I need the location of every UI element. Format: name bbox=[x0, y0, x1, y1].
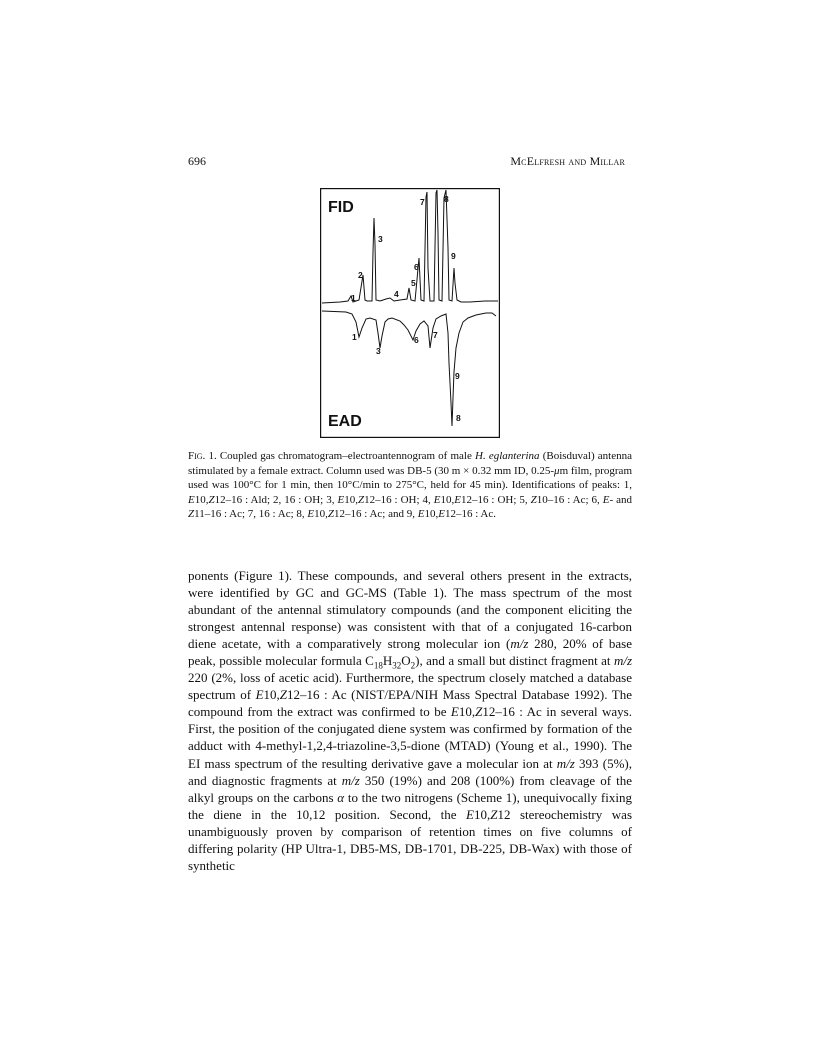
page-number: 696 bbox=[188, 154, 206, 168]
fid-peak-label: 2 bbox=[358, 270, 363, 280]
fid-peak-label: 4 bbox=[394, 289, 399, 299]
figure-caption: Fig. 1. Coupled gas chromatogram–electroantennogram of male H. eglanterina (Boisduval) antenna stimulated by a female extract. Column used was DB-5 (30 m × 0.32 mm ID, 0.25-μm film, program used was 100°C for 1 min, then 10°C/min to 275°C, held for 45 min). Identifications of peaks: 1, E10,Z12–16 : Ald; 2, 16 : OH; 3, E10,Z12–16 : OH; 4, E10,E12–16 : OH; 5, Z10–16 : Ac; 6, E- and Z11–16 : Ac; 7, 16 : Ac; 8, E10,Z12–16 : Ac; and 9, E10,E12–16 : Ac. bbox=[188, 450, 633, 521]
fid-peak-label: 1 bbox=[351, 293, 356, 303]
running-head: McElfresh and Millar bbox=[510, 154, 625, 168]
fid-peak-label: 9 bbox=[451, 251, 456, 261]
ead-peak-label: 1 bbox=[352, 332, 357, 342]
ead-peak-label: 3 bbox=[376, 346, 381, 356]
fid-peak-label: 7 bbox=[420, 197, 425, 207]
ead-peak-label: 9 bbox=[455, 371, 460, 381]
fid-label: FID bbox=[328, 199, 354, 216]
ead-peak-label: 8 bbox=[456, 413, 461, 423]
fid-peak-label: 8 bbox=[444, 194, 449, 204]
fid-peak-label: 6 bbox=[414, 262, 419, 272]
body-paragraph: ponents (Figure 1). These compounds, and several others present in the extracts, were identified by GC and GC-MS (Table 1). The mass spectrum of the most abundant of the antennal stimulatory compounds (and the component eliciting the strongest antennal response) was consistent with that of a conjugated 16-carbon diene acetate, with a comparatively strong molecular ion (m/z 280, 20% of base peak, possible molecular formula $C_{18}H_{32}O_2$), and a small but distinct fragment at m/z 220 (2%, loss of acetic acid). Furthermore, the spectrum closely matched a database spectrum of E10,Z12–16 : Ac (NIST/EPA/NIH Mass Spectral Database 1992). The compound from the extract was confirmed to be E10,Z12–16 : Ac in several ways. First, the position of the conjugated diene system was confirmed by formation of the adduct with 4-methyl-1,2,4-triazoline-3,5-dione (MTAD) (Young et al., 1990). The EI mass spectrum of the resulting derivative gave a molecular ion at m/z 393 (5%), and diagnostic fragments at m/z 350 (19%) and 208 (100%) from cleavage of the alkyl groups on the carbons α to the two nitrogens (Scheme 1), unequivocally fixing the diene in the 10,12 position. Second, the E10,Z12 stereochemistry was unambiguously proven by comparison of retention times on five columns of differing polarity (HP Ultra-1, DB5-MS, DB-1701, DB-225, DB-Wax) with those of synthetic bbox=[188, 568, 632, 873]
ead-label: EAD bbox=[328, 413, 362, 430]
ead-trace bbox=[322, 311, 496, 426]
chromatogram-plot bbox=[320, 188, 500, 438]
fid-peak-label: 3 bbox=[378, 234, 383, 244]
ead-peak-label: 6 bbox=[414, 335, 419, 345]
ead-peak-label: 7 bbox=[433, 330, 438, 340]
fid-peak-label: 5 bbox=[411, 278, 416, 288]
gc-ead-figure bbox=[320, 188, 500, 438]
